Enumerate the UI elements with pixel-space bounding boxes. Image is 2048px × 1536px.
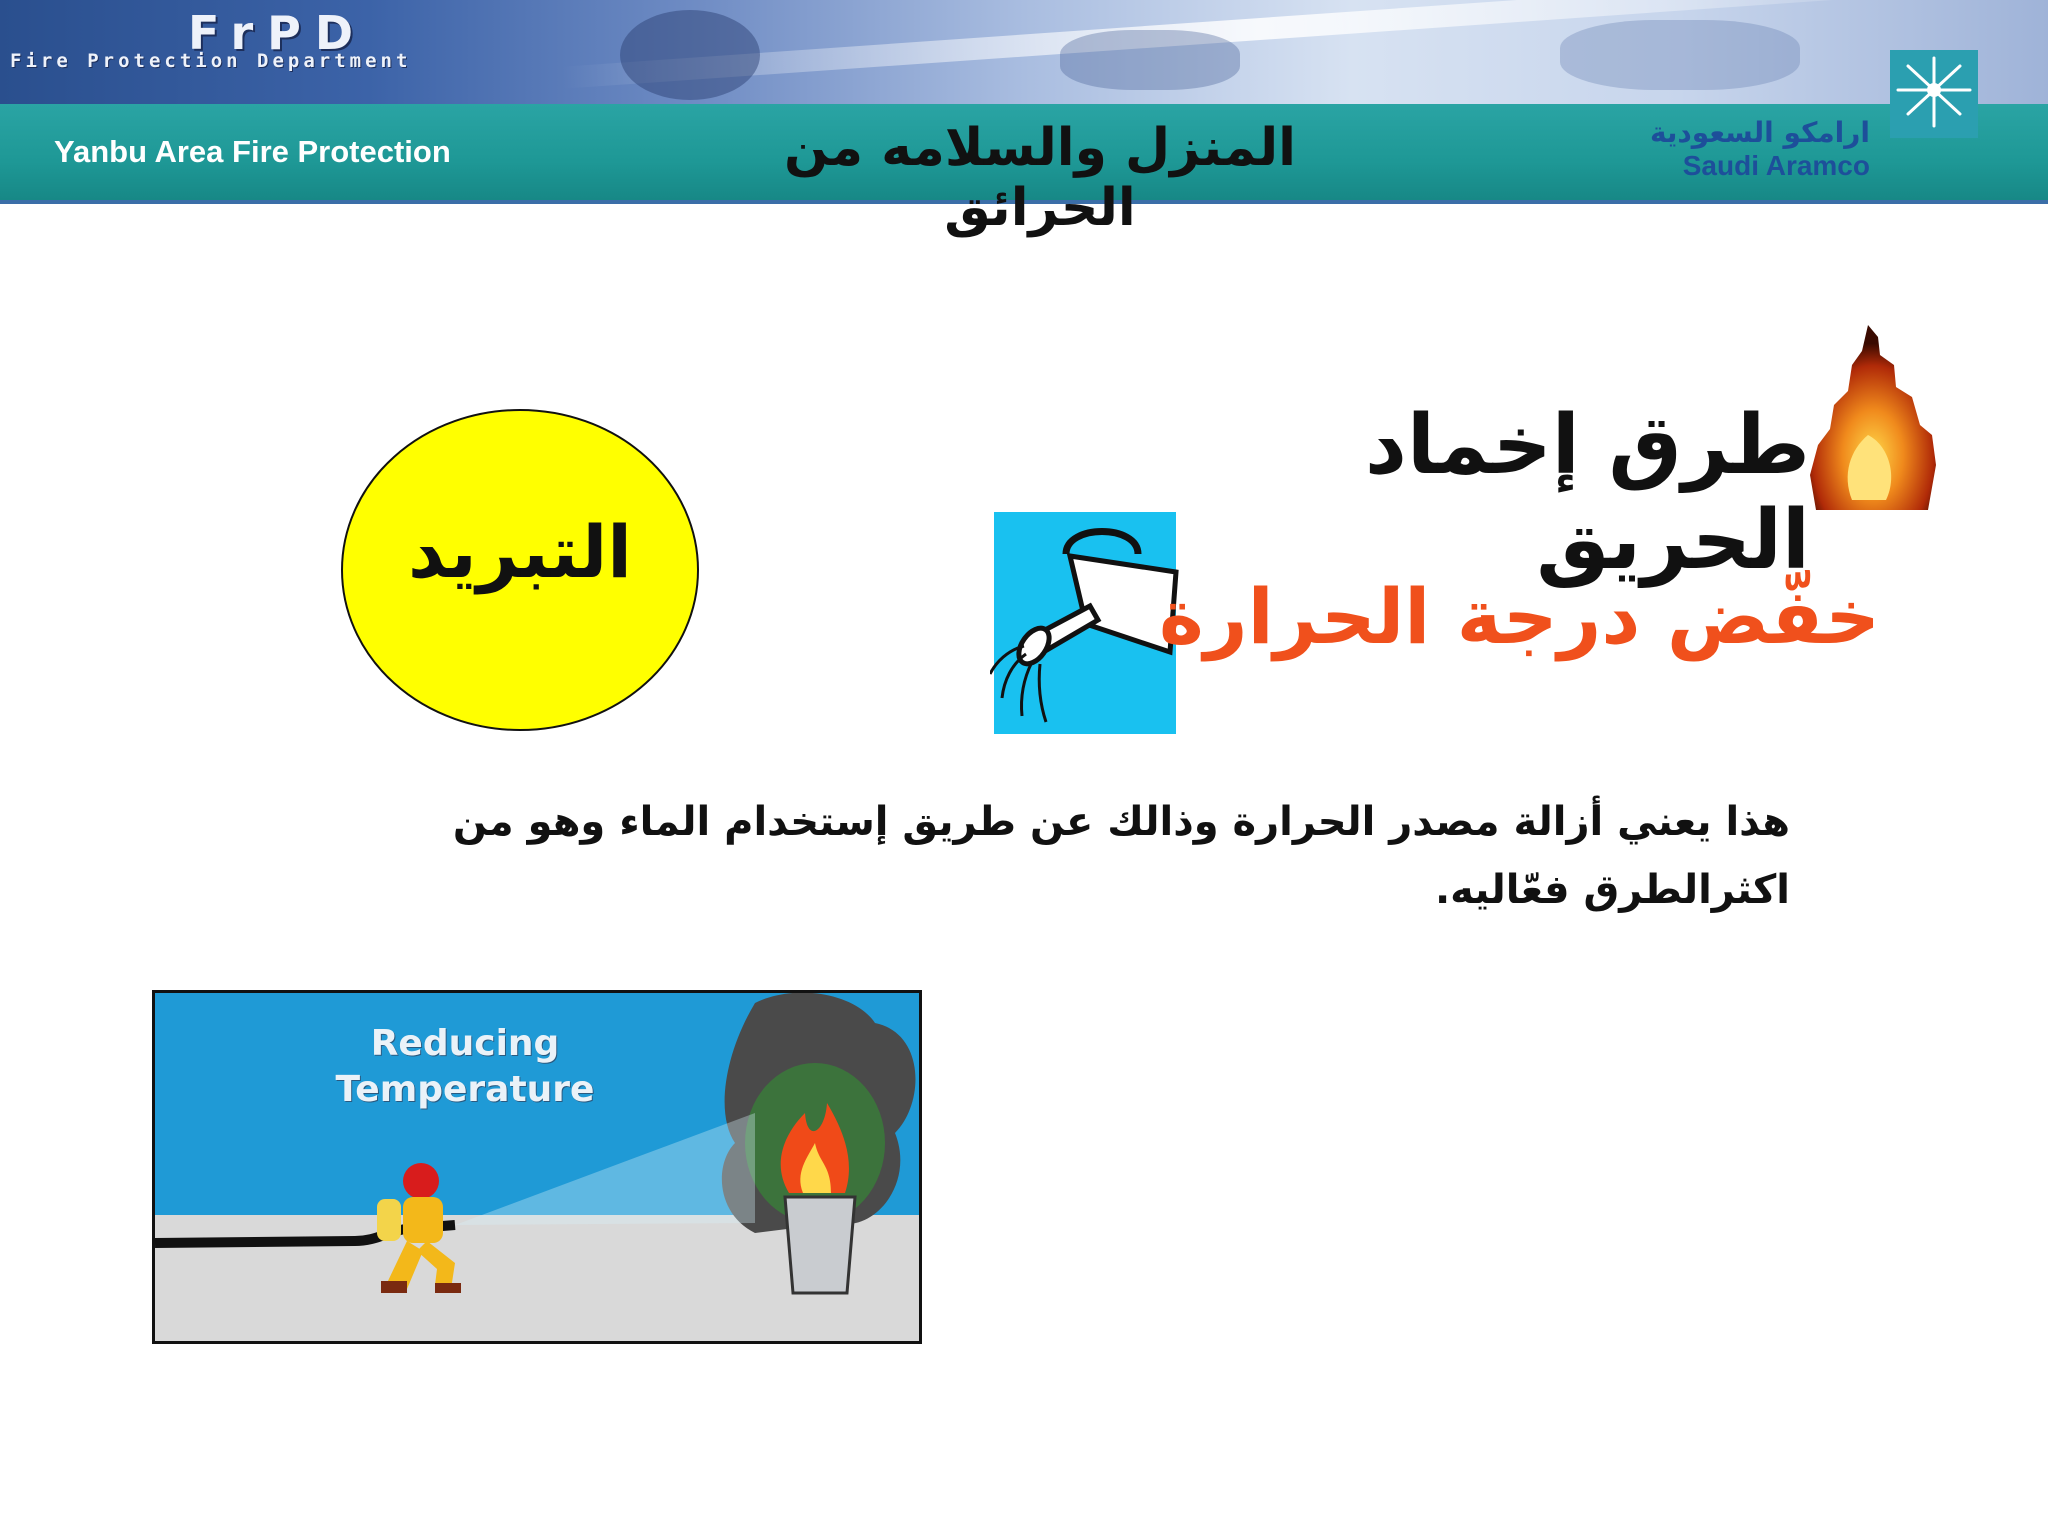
header-banner (0, 0, 2048, 104)
aramco-star-icon (1890, 50, 1978, 138)
banner-decoration (620, 10, 760, 100)
aramco-english-name: Saudi Aramco (1682, 150, 1870, 181)
banner-decoration (1560, 20, 1800, 90)
frpd-logo: FrPD (188, 6, 368, 60)
main-heading: طرق إخماد الحريق (1364, 398, 1810, 588)
description-text: هذا يعني أزالة مصدر الحرارة وذالك عن طريق إستخدام الماء وهو من اكثرالطرق فعّاليه. (452, 799, 1790, 913)
title-bar (0, 104, 2048, 238)
cooling-label: التبريد (408, 510, 632, 594)
reducing-temperature-illustration (152, 990, 922, 1344)
illustration-caption-line2: Temperature (335, 1069, 595, 1110)
aramco-arabic-name: ارامكو السعودية (1649, 116, 1870, 149)
fire-icon (1808, 325, 1938, 510)
slide-header: المنزل والسلامه من الحرائق (784, 118, 1296, 238)
illustration-caption-line1: Reducing (370, 1023, 560, 1064)
department-subtitle: Fire Protection Department (10, 50, 412, 72)
banner-decoration (1060, 30, 1240, 90)
area-label: Yanbu Area Fire Protection (54, 134, 451, 169)
subheading: خفّض درجة الحرارة (1159, 572, 1880, 661)
